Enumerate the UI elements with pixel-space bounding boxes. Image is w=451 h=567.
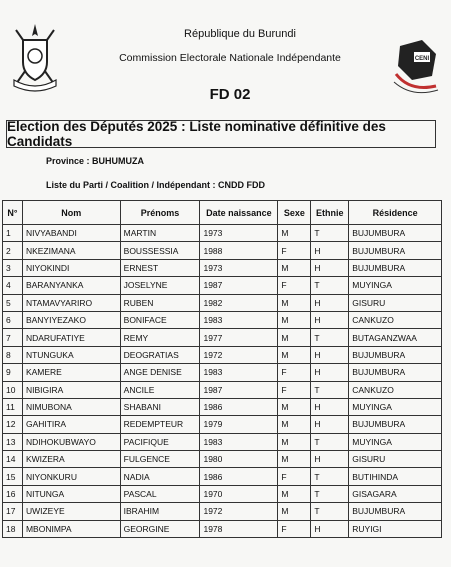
cell-nom: NIYOKINDI [22, 259, 120, 276]
cell-nom: NDIHOKUBWAYO [22, 433, 120, 450]
cell-residence: BUTAGANZWAA [349, 329, 442, 346]
cell-sexe: F [278, 520, 311, 537]
cell-residence: BUJUMBURA [349, 503, 442, 520]
cell-nom: NIYONKURU [22, 468, 120, 485]
cell-number: 16 [3, 485, 23, 502]
cell-sexe: F [278, 381, 311, 398]
cell-date-naissance: 1987 [200, 381, 278, 398]
column-header-nom: Nom [22, 201, 120, 225]
cell-number: 5 [3, 294, 23, 311]
cell-ethnie: H [311, 364, 349, 381]
cell-sexe: M [278, 433, 311, 450]
cell-sexe: F [278, 277, 311, 294]
cell-date-naissance: 1982 [200, 294, 278, 311]
commission-label: Commission Electorale Nationale Indépendante [119, 52, 341, 64]
cell-residence: CANKUZO [349, 311, 442, 328]
form-code: FD 02 [209, 86, 251, 103]
cell-nom: NTUNGUKA [22, 346, 120, 363]
cell-ethnie: T [311, 277, 349, 294]
cell-number: 1 [3, 225, 23, 242]
cell-sexe: M [278, 485, 311, 502]
cell-residence: MUYINGA [349, 433, 442, 450]
cell-date-naissance: 1973 [200, 259, 278, 276]
column-header-ethnie: Ethnie [311, 201, 349, 225]
cell-number: 10 [3, 381, 23, 398]
cell-residence: BUTIHINDA [349, 468, 442, 485]
cell-number: 18 [3, 520, 23, 537]
cell-prenoms: MARTIN [120, 225, 200, 242]
cell-prenoms: ERNEST [120, 259, 200, 276]
cell-ethnie: H [311, 242, 349, 259]
cell-prenoms: PACIFIQUE [120, 433, 200, 450]
cell-prenoms: ANGE DENISE [120, 364, 200, 381]
cell-ethnie: T [311, 381, 349, 398]
cell-residence: BUJUMBURA [349, 416, 442, 433]
table-row [3, 485, 442, 502]
table-row [3, 416, 442, 433]
cell-residence: GISAGARA [349, 485, 442, 502]
cell-number: 13 [3, 433, 23, 450]
cell-prenoms: REMY [120, 329, 200, 346]
cell-ethnie: H [311, 398, 349, 415]
cell-nom: BANYIYEZAKO [22, 311, 120, 328]
cell-number: 4 [3, 277, 23, 294]
cell-date-naissance: 1983 [200, 311, 278, 328]
cell-date-naissance: 1980 [200, 451, 278, 468]
table-row [3, 346, 442, 363]
cell-sexe: M [278, 329, 311, 346]
cell-date-naissance: 1986 [200, 398, 278, 415]
cell-residence: MUYINGA [349, 398, 442, 415]
cell-prenoms: GEORGINE [120, 520, 200, 537]
cell-nom: MBONIMPA [22, 520, 120, 537]
cell-nom: NKEZIMANA [22, 242, 120, 259]
cell-nom: NDARUFATIYE [22, 329, 120, 346]
document-title: Election des Députés 2025 : Liste nominative définitive des Candidats [6, 120, 436, 148]
cell-prenoms: BONIFACE [120, 311, 200, 328]
cell-residence: GISURU [349, 294, 442, 311]
cell-sexe: F [278, 468, 311, 485]
cell-date-naissance: 1978 [200, 520, 278, 537]
cell-number: 14 [3, 451, 23, 468]
cell-prenoms: IBRAHIM [120, 503, 200, 520]
table-header-row [3, 201, 442, 225]
cell-prenoms: BOUSSESSIA [120, 242, 200, 259]
cell-sexe: M [278, 294, 311, 311]
cell-nom: GAHITIRA [22, 416, 120, 433]
cell-residence: BUJUMBURA [349, 259, 442, 276]
table-row [3, 433, 442, 450]
table-row [3, 381, 442, 398]
column-header-number: N° [3, 201, 23, 225]
table-row [3, 364, 442, 381]
table-row [3, 294, 442, 311]
column-header-residence: Résidence [349, 201, 442, 225]
table-row [3, 259, 442, 276]
cell-date-naissance: 1972 [200, 503, 278, 520]
cell-sexe: M [278, 225, 311, 242]
cell-sexe: F [278, 364, 311, 381]
table-row [3, 225, 442, 242]
table-body [3, 225, 442, 538]
cell-date-naissance: 1987 [200, 277, 278, 294]
cell-prenoms: SHABANI [120, 398, 200, 415]
cell-nom: NITUNGA [22, 485, 120, 502]
cell-ethnie: T [311, 503, 349, 520]
table-row [3, 468, 442, 485]
cell-number: 6 [3, 311, 23, 328]
cell-number: 8 [3, 346, 23, 363]
cell-sexe: M [278, 346, 311, 363]
cell-number: 3 [3, 259, 23, 276]
table-row [3, 277, 442, 294]
cell-residence: BUJUMBURA [349, 225, 442, 242]
cell-prenoms: DEOGRATIAS [120, 346, 200, 363]
cell-nom: NIMUBONA [22, 398, 120, 415]
cell-date-naissance: 1972 [200, 346, 278, 363]
table-row [3, 503, 442, 520]
cell-ethnie: T [311, 329, 349, 346]
cell-prenoms: PASCAL [120, 485, 200, 502]
cell-residence: GISURU [349, 451, 442, 468]
cell-ethnie: T [311, 225, 349, 242]
cell-ethnie: H [311, 346, 349, 363]
cell-number: 17 [3, 503, 23, 520]
cell-nom: NIVYABANDI [22, 225, 120, 242]
cell-residence: RUYIGI [349, 520, 442, 537]
cell-residence: BUJUMBURA [349, 364, 442, 381]
cell-number: 9 [3, 364, 23, 381]
cell-date-naissance: 1973 [200, 225, 278, 242]
cell-nom: BARANYANKA [22, 277, 120, 294]
table-row [3, 520, 442, 537]
cell-ethnie: H [311, 311, 349, 328]
cell-number: 11 [3, 398, 23, 415]
party-label: Liste du Parti / Coalition / Indépendant : CNDD FDD [46, 180, 266, 190]
cell-residence: MUYINGA [349, 277, 442, 294]
table-row [3, 398, 442, 415]
cell-sexe: M [278, 416, 311, 433]
cell-ethnie: H [311, 451, 349, 468]
cell-date-naissance: 1977 [200, 329, 278, 346]
cell-ethnie: T [311, 485, 349, 502]
column-header-date-naissance: Date naissance [200, 201, 278, 225]
cell-number: 12 [3, 416, 23, 433]
burundi-coat-of-arms-icon [10, 22, 60, 94]
cell-date-naissance: 1979 [200, 416, 278, 433]
cell-ethnie: H [311, 416, 349, 433]
column-header-sexe: Sexe [278, 201, 311, 225]
cell-ethnie: H [311, 259, 349, 276]
cell-prenoms: RUBEN [120, 294, 200, 311]
republic-label: République du Burundi [184, 28, 296, 40]
cell-ethnie: T [311, 433, 349, 450]
cell-prenoms: REDEMPTEUR [120, 416, 200, 433]
cell-date-naissance: 1970 [200, 485, 278, 502]
cell-sexe: F [278, 242, 311, 259]
table-row [3, 242, 442, 259]
cell-number: 2 [3, 242, 23, 259]
ceni-logo-text: CENI [414, 56, 430, 62]
ceni-logo-icon [392, 36, 442, 96]
cell-ethnie: H [311, 520, 349, 537]
cell-date-naissance: 1988 [200, 242, 278, 259]
table-row [3, 311, 442, 328]
province-label: Province : BUHUMUZA [46, 156, 145, 166]
cell-prenoms: JOSELYNE [120, 277, 200, 294]
cell-nom: NIBIGIRA [22, 381, 120, 398]
cell-sexe: M [278, 311, 311, 328]
cell-sexe: M [278, 259, 311, 276]
cell-sexe: M [278, 503, 311, 520]
cell-residence: CANKUZO [349, 381, 442, 398]
column-header-prenoms: Prénoms [120, 201, 200, 225]
table-row [3, 451, 442, 468]
cell-residence: BUJUMBURA [349, 242, 442, 259]
cell-ethnie: H [311, 294, 349, 311]
cell-date-naissance: 1986 [200, 468, 278, 485]
cell-prenoms: NADIA [120, 468, 200, 485]
candidates-table [2, 200, 442, 538]
cell-date-naissance: 1983 [200, 364, 278, 381]
cell-sexe: M [278, 451, 311, 468]
cell-ethnie: T [311, 468, 349, 485]
cell-prenoms: FULGENCE [120, 451, 200, 468]
cell-nom: NTAMAVYARIRO [22, 294, 120, 311]
cell-prenoms: ANCILE [120, 381, 200, 398]
cell-residence: BUJUMBURA [349, 346, 442, 363]
cell-number: 15 [3, 468, 23, 485]
cell-nom: KWIZERA [22, 451, 120, 468]
cell-nom: KAMERE [22, 364, 120, 381]
cell-nom: UWIZEYE [22, 503, 120, 520]
table-row [3, 329, 442, 346]
cell-number: 7 [3, 329, 23, 346]
cell-sexe: M [278, 398, 311, 415]
cell-date-naissance: 1983 [200, 433, 278, 450]
